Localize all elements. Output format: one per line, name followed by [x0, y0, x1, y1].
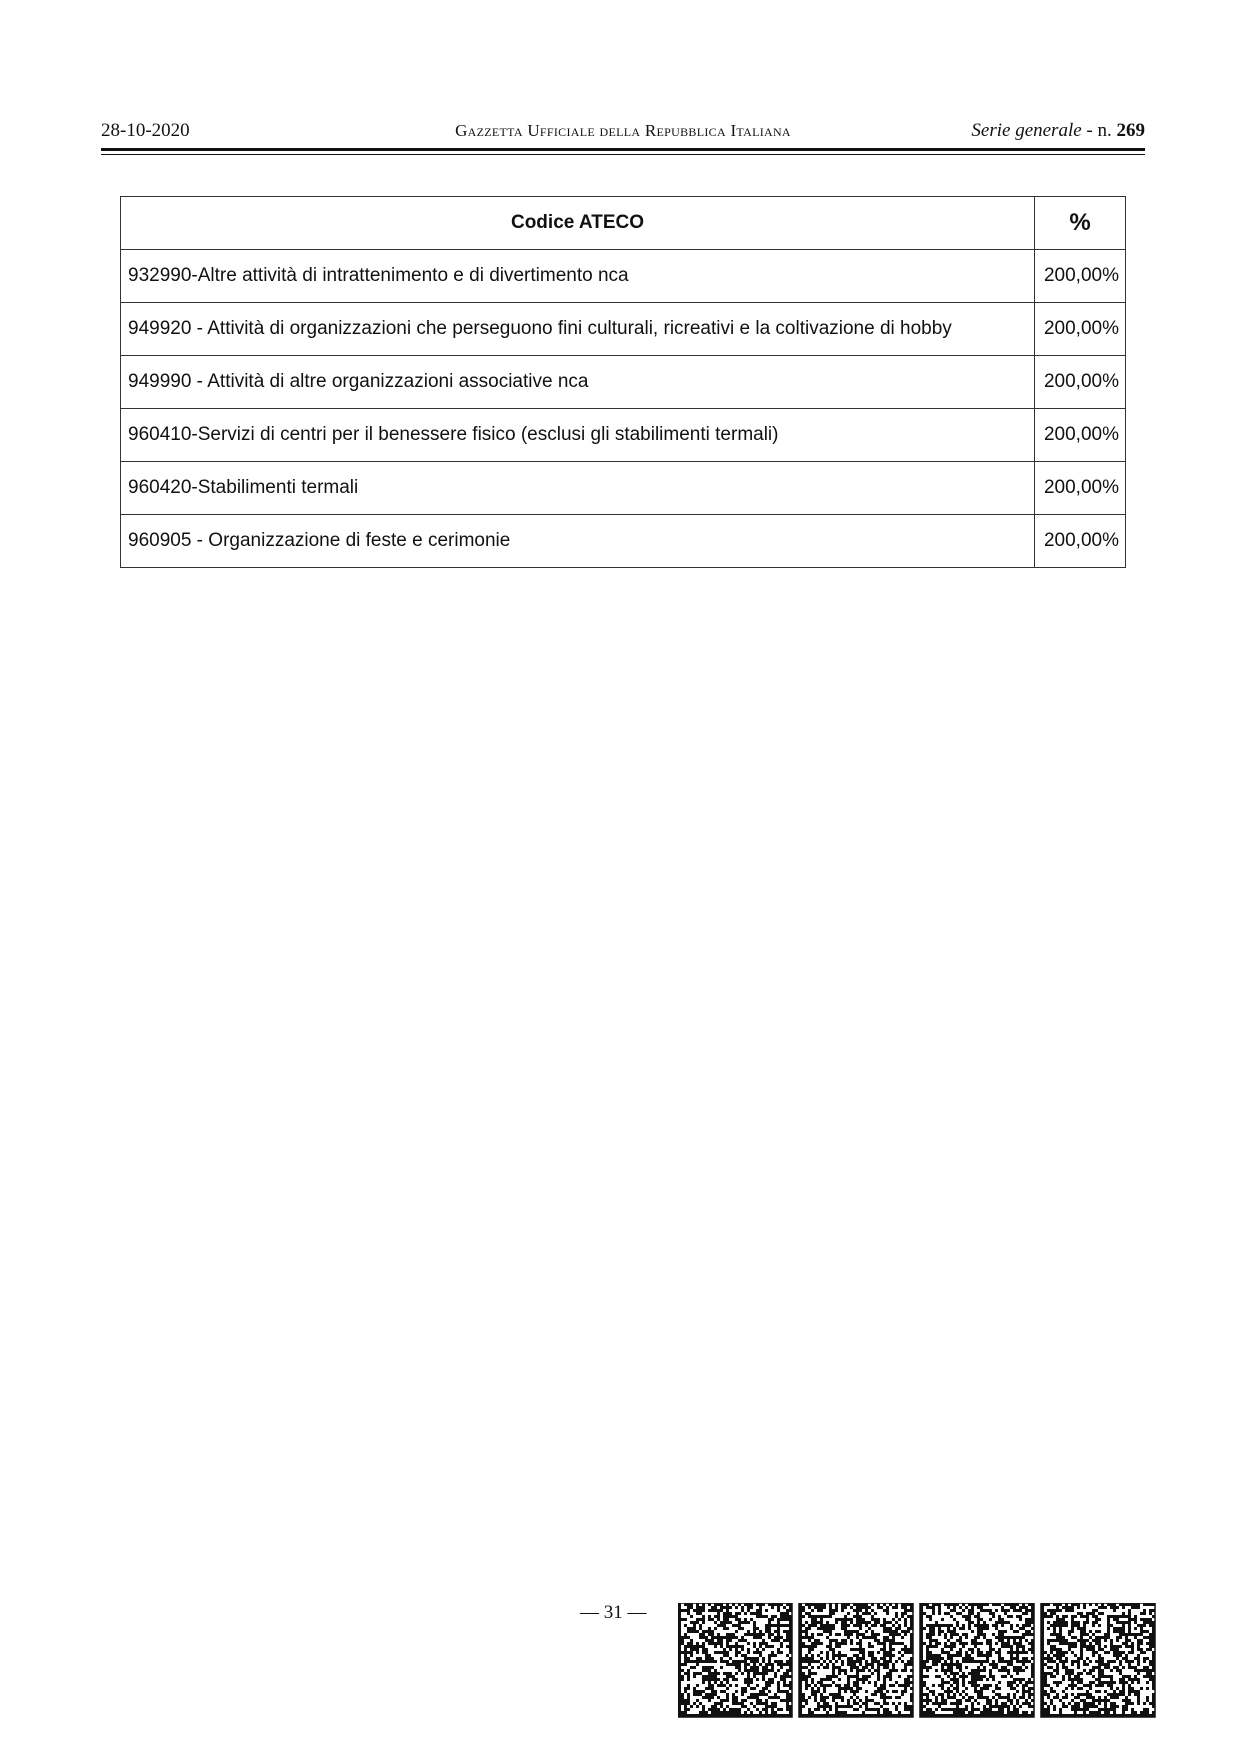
percent-cell: 200,00%	[1035, 356, 1126, 409]
table-header-row	[121, 197, 1126, 250]
table-row	[121, 515, 1126, 568]
percent-cell: 200,00%	[1035, 250, 1126, 303]
series-separator: - n.	[1081, 120, 1117, 141]
datamatrix-code	[799, 1603, 913, 1717]
datamatrix-code	[920, 1603, 1034, 1717]
series-number: 269	[1116, 120, 1145, 141]
header-title: Gazzetta Ufficiale della Repubblica Italiana	[455, 121, 791, 140]
table-row	[121, 250, 1126, 303]
page-number: — 31 —	[580, 1602, 647, 1623]
ateco-code-cell: 949920 - Attività di organizzazioni che perseguono fini culturali, ricreativi e la coltivazione di hobby	[121, 303, 1035, 356]
page-header	[101, 118, 1145, 148]
ateco-code-cell: 960420-Stabilimenti termali	[121, 462, 1035, 515]
table-row	[121, 462, 1126, 515]
percent-cell: 200,00%	[1035, 409, 1126, 462]
series-label: Serie generale	[971, 120, 1082, 141]
percent-cell: 200,00%	[1035, 462, 1126, 515]
ateco-code-cell: 960905 - Organizzazione di feste e cerimonie	[121, 515, 1035, 568]
datamatrix-code	[678, 1603, 792, 1717]
column-header-code: Codice ATECO	[121, 197, 1035, 250]
table-row	[121, 409, 1126, 462]
table-row	[121, 356, 1126, 409]
table-row	[121, 303, 1126, 356]
percent-cell: 200,00%	[1035, 515, 1126, 568]
datamatrix-codes	[678, 1603, 1158, 1719]
header-date: 28-10-2020	[101, 120, 190, 141]
header-rule-thin	[101, 154, 1145, 155]
header-series	[971, 120, 1145, 142]
column-header-percent: %	[1035, 197, 1126, 250]
ateco-code-cell: 949990 - Attività di altre organizzazioni associative nca	[121, 356, 1035, 409]
ateco-code-cell: 960410-Servizi di centri per il benessere fisico (esclusi gli stabilimenti termali)	[121, 409, 1035, 462]
datamatrix-code	[1041, 1603, 1155, 1717]
header-rule-thick	[101, 148, 1145, 151]
ateco-table	[120, 196, 1126, 568]
percent-cell: 200,00%	[1035, 303, 1126, 356]
ateco-code-cell: 932990-Altre attività di intrattenimento e di divertimento nca	[121, 250, 1035, 303]
